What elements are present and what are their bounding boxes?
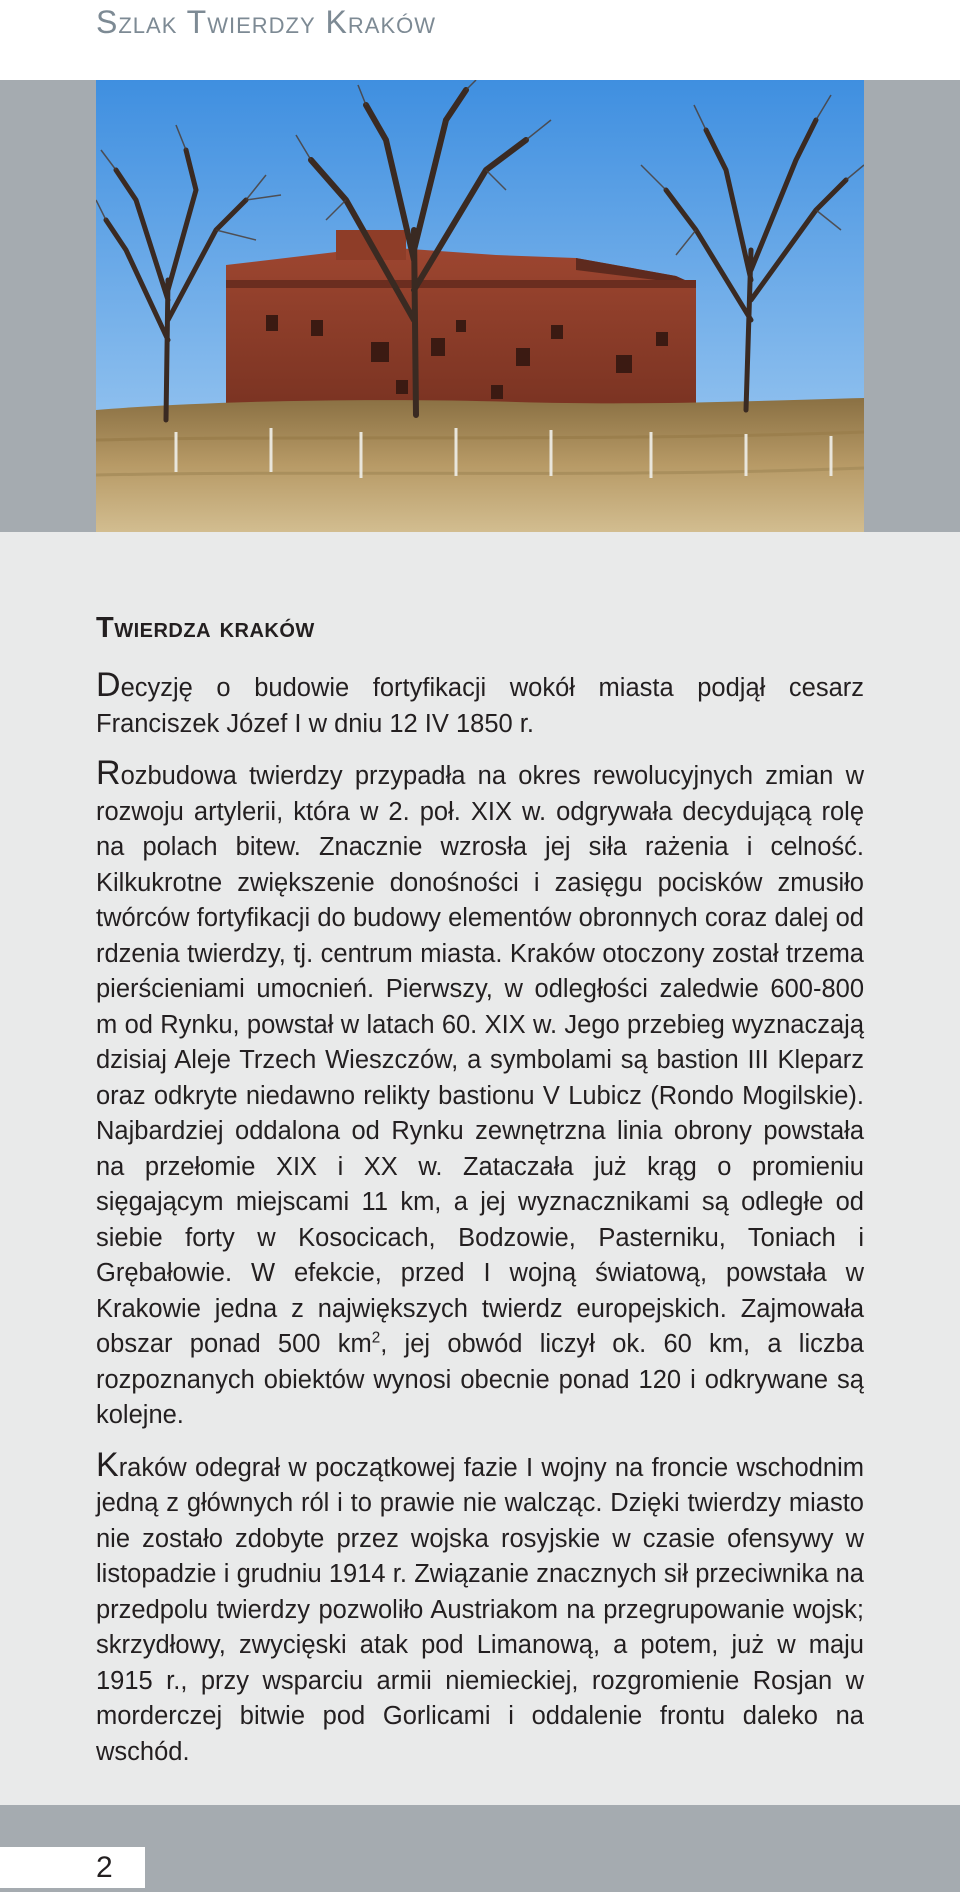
paragraph-1 xyxy=(96,668,864,742)
superscript-2: 2 xyxy=(371,1329,381,1347)
paragraph-2-text-end: , jej obwód liczył ok. 60 km, a liczba rozpoznanych obiektów wynosi obecnie ponad 120 i odkrywane są kolejne. xyxy=(96,1330,864,1429)
section-heading: Twierdza kraków xyxy=(96,612,315,644)
paragraph-2-initial: R xyxy=(96,754,121,792)
paragraph-3-initial: K xyxy=(96,1445,119,1484)
paragraph-3 xyxy=(96,1445,864,1771)
running-header-title: Szlak Twierdzy Kraków xyxy=(96,4,437,40)
paragraph-1-initial: D xyxy=(96,666,121,704)
paragraph-3-text: raków odegrał w początkowej fazie I wojny na froncie wschodnim jedną z głównych ról i to prawie nie walcząc. Dzięki twierdzy miasto nie zostało zdobyte przez wojska rosyjskie w czasie ofensywy w listopadzie i grudniu 1914 r. Związanie znacznych sił przeciwnika na przedpolu twierdzy pozwoliło Austriakom na przegrupowanie wojsk; skrzydłowy, zwycięski atak pod Limanową, a potem, już w maju 1915 r., przy wsparciu armii niemieckiej, rozgromienie Rosjan w morderczej bitwie pod Gorlicami i oddalenie frontu daleko na wschód. xyxy=(96,1453,864,1766)
fort-photo xyxy=(96,80,864,532)
paragraph-2 xyxy=(96,756,864,1434)
paragraph-2-text: ozbudowa twierdzy przypadła na okres rewolucyjnych zmian w rozwoju artylerii, która w 2. poł. XIX w. odgrywała decydującą rolę na polach bitew. Znacznie wzrosła jej siła rażenia i celność. Kilkukrotne zwiększenie donośności i zasięgu pocisków zmusiło twórców fortyfikacji do budowy elementów obronnych coraz dalej od rdzenia twierdzy, tj. centrum miasta. Kraków otoczony został trzema pierścieniami umocnień. Pierwszy, w odległości zaledwie 600-800 m od Rynku, powstał w latach 60. XIX w. Jego przebieg wyznaczają dzisiaj Aleje Trzech Wieszczów, a symbolami są bastion III Kleparz oraz odkryte niedawno relikty bastionu V Lubicz (Rondo Mogilskie). Najbardziej oddalona od Rynku zewnętrzna linia obrony powstała na przełomie XIX i XX w. Zataczała już krąg o promieniu sięgającym miejscami 11 km, a jej wyznacznikami są odległe od siebie forty w Kosocicach, Bodzowie, Pasterniku, Toniach i Grębałowie. W efekcie, przed I wojną światową, powstała w Krakowie jedna z największych twierdz europejskich. Zajmowała obszar ponad 500 km xyxy=(96,762,864,1358)
page-header xyxy=(0,0,960,80)
paragraph-1-text: ecyzję o budowie fortyfikacji wokół miasta podjął cesarz Franciszek Józef I w dniu 12 IV 1850 r. xyxy=(96,674,864,738)
page-number: 2 xyxy=(96,1851,113,1884)
main-content xyxy=(96,604,864,1784)
